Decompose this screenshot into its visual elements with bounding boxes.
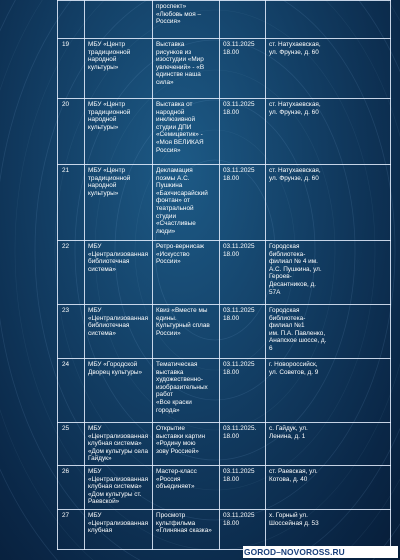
place-cell: ст. Натухаевская, ул. Фрунзе, д. 60 [266,165,391,241]
table-row [58,423,391,466]
row-number: 26 [58,465,85,509]
row-number: 23 [58,305,85,359]
row-number: 21 [58,165,85,241]
table-row [58,99,391,165]
date-cell: 03.11.2025 18.00 [220,241,266,305]
place-cell: ст. Раевская, ул. Котова, д. 40 [266,465,391,509]
place-cell: с. Гайдук, ул. Ленина, д. 1 [266,423,391,466]
row-number [58,1,85,39]
organizer-cell: МБУ «Централизованная клубная система» «Дом культуры ст. Раевской» [85,465,153,509]
organizer-cell: МБУ «Центр традиционной народной культуры» [85,165,153,241]
place-cell: Городская библиотека- филиал № 4 им. А.С. Пушкина, ул. Героев- Десантников, д. 57А [266,241,391,305]
date-cell [220,1,266,39]
event-cell: Квиз «Вместе мы едины. Культурный сплав России» [153,305,220,359]
place-cell: ст. Натухаевская, ул. Фрунзе, д. 60 [266,39,391,99]
event-cell: проспект» «Любовь моя – Россия» [153,1,220,39]
table-row [58,359,391,423]
row-number: 20 [58,99,85,165]
site-watermark: GOROD–NOVOROSS.RU [243,546,398,558]
place-cell: Городская библиотека- филиал №1 им. П.А. Павленко, Анапское шоссе, д. 6 [266,305,391,359]
table-row [58,305,391,359]
place-cell: ст. Натухаевская, ул. Фрунзе, д. 60 [266,99,391,165]
row-number: 19 [58,39,85,99]
event-cell: Ретро-вернисаж «Искусство России» [153,241,220,305]
event-cell: Выставка от народной инклюзивной студии ДПИ «Семицветик» - «Моя ВЕЛИКАЯ Россия» [153,99,220,165]
place-cell: х. Горный ул. Шоссейная д. 53 [266,509,391,549]
event-cell: Выставка рисунков из изостудии «Мир увлечений» - «В единстве наша сила» [153,39,220,99]
table-row [58,39,391,99]
organizer-cell: МБУ «Центр традиционной народной культуры» [85,99,153,165]
event-cell: Декламация поэмы А.С. Пушкина «Бахчисарайский фонтан» от театральной студии «Счастливые люди» [153,165,220,241]
events-table [57,0,391,550]
date-cell: 03.11.2025 18.00 [220,509,266,549]
organizer-cell: МБУ «Городской Дворец культуры» [85,359,153,423]
table-row [58,165,391,241]
date-cell: 03.11.2025 18.00 [220,305,266,359]
table-row [58,465,391,509]
row-number: 27 [58,509,85,549]
organizer-cell: МБУ «Централизованная клубная [85,509,153,549]
place-cell [266,1,391,39]
date-cell: 03.11.2025 18.00 [220,39,266,99]
events-table-wrapper [57,0,391,560]
table-row [58,509,391,549]
row-number: 22 [58,241,85,305]
row-number: 25 [58,423,85,466]
organizer-cell: МБУ «Централизованная библиотечная система» [85,305,153,359]
event-cell: Мастер-класс «Россия объединяет» [153,465,220,509]
organizer-cell: МБУ «Центр традиционной народной культуры» [85,39,153,99]
date-cell: 03.11.2025 18.00 [220,99,266,165]
table-row [58,241,391,305]
event-cell: Просмотр культфильма «Глиняная сказка» [153,509,220,549]
date-cell: 03.11.2025. 18.00 [220,423,266,466]
event-cell: Открытие выставки картин «Родину мою зову Россией» [153,423,220,466]
date-cell: 03.11.2025 18.00 [220,465,266,509]
date-cell: 03.11.2025 18.00 [220,165,266,241]
table-row [58,1,391,39]
row-number: 24 [58,359,85,423]
date-cell: 03.11.2025 18.00 [220,359,266,423]
organizer-cell: МБУ «Централизованная клубная система» «Дом культуры села Гайдук» [85,423,153,466]
place-cell: г. Новороссийск, ул. Советов, д. 9 [266,359,391,423]
organizer-cell: МБУ «Централизованная библиотечная система» [85,241,153,305]
organizer-cell [85,1,153,39]
event-cell: Тематическая выставка художественно- изобразительных работ «Все краски города» [153,359,220,423]
